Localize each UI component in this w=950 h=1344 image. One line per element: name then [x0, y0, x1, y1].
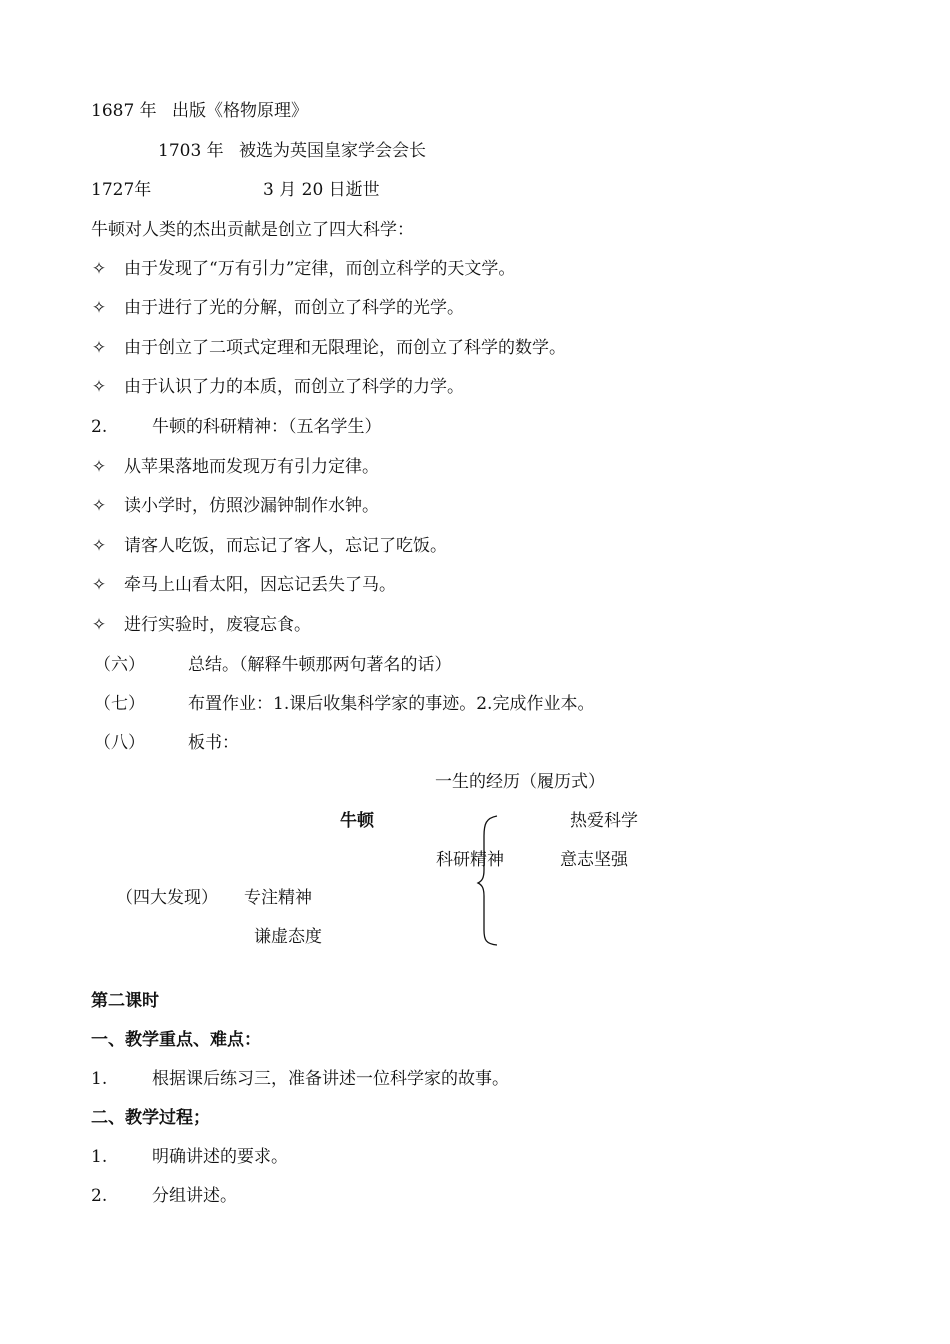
- board-trait: 谦虚态度: [254, 927, 322, 947]
- contributions-intro: 牛顿对人类的杰出贡献是创立了四大科学：: [91, 220, 414, 240]
- process-text: 分组讲述。: [152, 1186, 237, 1206]
- board-trait: 意志坚强: [560, 850, 628, 870]
- bullet-icon: ✧: [91, 298, 107, 318]
- timeline-event-1703: 被选为英国皇家学会会长: [239, 141, 426, 161]
- section-text-7: 布置作业：1.课后收集科学家的事迹。2.完成作业本。: [188, 694, 595, 714]
- contribution-item: 由于发现了“万有引力”定律，而创立科学的天文学。: [124, 259, 516, 279]
- lesson2-title: 第二课时: [91, 991, 159, 1011]
- lesson2-key-points-heading: 一、教学重点、难点：: [91, 1030, 261, 1050]
- board-discoveries: （四大发现）: [116, 888, 218, 908]
- section-text-8: 板书：: [188, 733, 239, 753]
- bullet-icon: ✧: [91, 259, 107, 279]
- bullet-icon: ✧: [91, 536, 107, 556]
- spirit-item: 读小学时，仿照沙漏钟制作水钟。: [124, 496, 379, 516]
- contribution-item: 由于进行了光的分解，而创立了科学的光学。: [124, 298, 464, 318]
- key-point-text: 根据课后练习三，准备讲述一位科学家的故事。: [152, 1069, 509, 1089]
- board-trait: 热爱科学: [570, 811, 638, 831]
- timeline-event-1727: 3 月 20 日逝世: [263, 180, 380, 200]
- timeline-year-1703: 1703 年: [158, 141, 224, 161]
- bullet-icon: ✧: [91, 575, 107, 595]
- spirit-item: 牵马上山看太阳，因忘记丢失了马。: [124, 575, 396, 595]
- contribution-item: 由于创立了二项式定理和无限理论，而创立了科学的数学。: [124, 338, 566, 358]
- bullet-icon: ✧: [91, 615, 107, 635]
- section-number-8: （八）: [94, 733, 145, 753]
- timeline-year-1727: 1727年: [91, 180, 152, 200]
- board-research-spirit: 科研精神: [436, 850, 504, 870]
- contribution-item: 由于认识了力的本质，而创立了科学的力学。: [124, 377, 464, 397]
- board-experience: 一生的经历（履历式）: [435, 772, 605, 792]
- key-point-number: 1.: [91, 1069, 108, 1089]
- spirit-item: 进行实验时，废寝忘食。: [124, 615, 311, 635]
- bullet-icon: ✧: [91, 338, 107, 358]
- lesson2-process-heading: 二、教学过程；: [91, 1108, 210, 1128]
- bullet-icon: ✧: [91, 377, 107, 397]
- timeline-event-1687: 出版《格物原理》: [172, 101, 308, 121]
- spirit-item: 请客人吃饭，而忘记了客人，忘记了吃饭。: [124, 536, 447, 556]
- board-trait: 专注精神: [244, 888, 312, 908]
- bullet-icon: ✧: [91, 496, 107, 516]
- spirit-item: 从苹果落地而发现万有引力定律。: [124, 457, 379, 477]
- section-number-6: （六）: [94, 655, 145, 675]
- process-text: 明确讲述的要求。: [152, 1147, 288, 1167]
- spirit-heading-number: 2.: [91, 417, 108, 437]
- board-title: 牛顿: [340, 811, 374, 831]
- bullet-icon: ✧: [91, 457, 107, 477]
- process-number: 2.: [91, 1186, 108, 1206]
- timeline-year-1687: 1687 年: [91, 101, 157, 121]
- section-text-6: 总结。（解释牛顿那两句著名的话）: [188, 655, 452, 675]
- section-number-7: （七）: [94, 694, 145, 714]
- process-number: 1.: [91, 1147, 108, 1167]
- spirit-heading-text: 牛顿的科研精神：（五名学生）: [152, 417, 382, 437]
